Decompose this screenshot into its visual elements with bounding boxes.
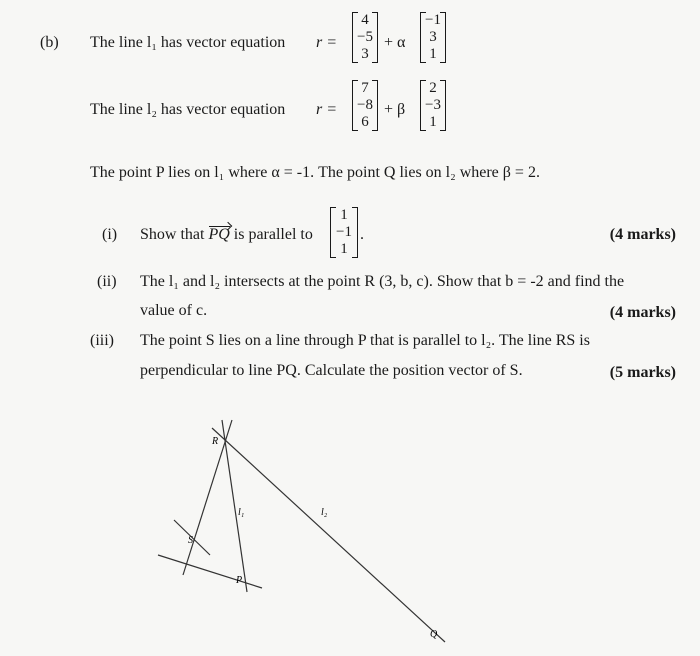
line2-statement: The line l₂ has vector equation [90, 101, 286, 118]
label-r: R [212, 436, 219, 447]
points-statement: The point P lies on l₁ where α = -1. The point Q lies on l₂ where β = 2. [90, 164, 540, 181]
line1-point-y: −5 [357, 29, 373, 45]
label-s: S [188, 535, 193, 546]
line-l2 [212, 428, 445, 642]
question-iii-marks: (5 marks) [609, 364, 676, 381]
line1-statement: The line l₁ has vector equation [90, 34, 286, 51]
line1-dir-y: 3 [429, 29, 437, 45]
question-i-marks: (4 marks) [609, 226, 676, 243]
line2-r: r = [316, 101, 338, 118]
question-ii-number: (ii) [97, 273, 117, 290]
line1-dir-x: −1 [425, 12, 441, 28]
parallel-vector-z: 1 [340, 241, 348, 257]
line1-point-x: 4 [361, 12, 369, 28]
question-ii-line2: value of c. [140, 302, 208, 319]
label-l1: l₁ [238, 507, 245, 518]
line1-point-z: 3 [361, 46, 369, 62]
line2-dir-y: −3 [425, 97, 441, 113]
question-i-before: Show that [140, 226, 205, 243]
line2-point-z: 6 [361, 114, 369, 130]
line2-param: + β [384, 101, 406, 118]
line1-param: + α [384, 34, 406, 51]
parallel-vector-y: −1 [336, 224, 352, 240]
line1-r: r = [316, 34, 338, 51]
line2-point-x: 7 [361, 80, 369, 96]
line2-point-y: −8 [357, 97, 373, 113]
question-ii-marks: (4 marks) [609, 304, 676, 321]
line1-dir-z: 1 [429, 46, 437, 62]
question-ii-line1: The l₁ and l₂ intersects at the point R (3, b, c). Show that b = -2 and find the [140, 273, 625, 290]
question-i-after: is parallel to [233, 226, 313, 243]
question-i-number: (i) [102, 226, 118, 243]
line2-dir-x: 2 [429, 80, 437, 96]
label-p: P [236, 575, 243, 586]
line2-dir-z: 1 [429, 114, 437, 130]
part-label: (b) [40, 34, 59, 51]
label-l2: l₂ [321, 507, 328, 518]
line-l1 [222, 420, 247, 592]
question-iii-number: (iii) [90, 332, 114, 349]
line-sp [158, 555, 262, 588]
question-iii-line1: The point S lies on a line through P that is parallel to l₂. The line RS is [140, 332, 590, 349]
label-q: Q [430, 629, 438, 640]
pq-vector: PQ [208, 226, 230, 243]
question-iii-line2: perpendicular to line PQ. Calculate the position vector of S. [140, 362, 523, 379]
parallel-vector-x: 1 [340, 207, 348, 223]
